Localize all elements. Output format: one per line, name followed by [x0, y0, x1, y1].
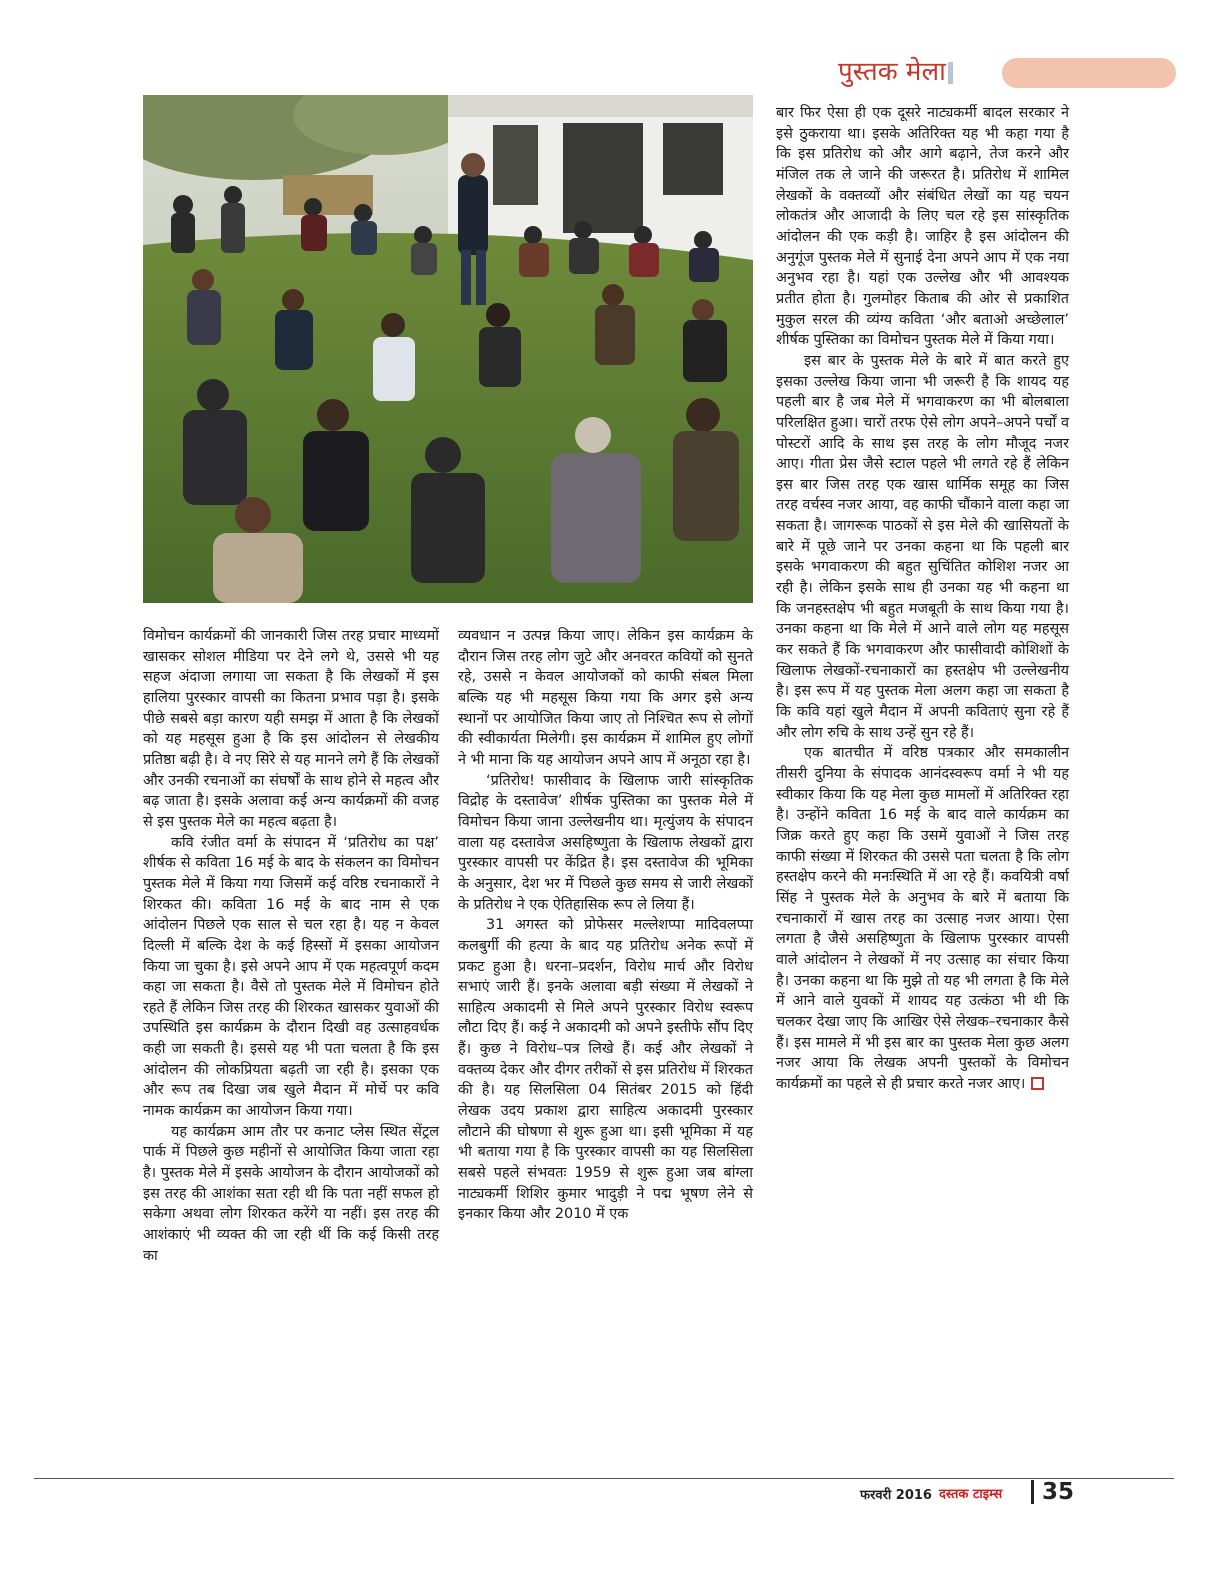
end-mark-icon — [1031, 1077, 1044, 1090]
paragraph: व्यवधान न उत्पन्न किया जाए। लेकिन इस कार्यक्रम के दौरान जिस तरह लोग जुटे और अनवरत कवियों को सुनते रहे, उससे न केवल आयोजकों को काफी संबल मिला बल्कि यह भी महसूस किया गया कि अगर इसे अन्य स्थानों पर आयोजित किया जाए तो निश्चित रूप से लोगों की स्वीकार्यता मिलेगी। इस कार्यक्रम में शामिल हुए लोगों ने भी माना कि यह आयोजन अपने आप में अनूठा रहा है। — [458, 628, 753, 768]
footer-divider — [34, 1478, 1174, 1479]
crowd-photo — [143, 95, 753, 603]
article-column-2 — [458, 626, 753, 1225]
paragraph: यह कार्यक्रम आम तौर पर कनाट प्लेस स्थित सेंट्रल पार्क में पिछले कुछ महीनों से आयोजित किया जाता रहा है। पुस्तक मेले में इसके आयोजन के दौरान आयोजकों को इस तरह की आशंका सता रही थी कि पता नहीं सफल हो सकेगा अथवा लोग शिरकत करेंगे या नहीं। इस तरह की आशंकाएं भी व्यक्त की जा रही थीं कि कई किसी तरह का — [143, 1123, 439, 1264]
footer-magazine-logo: दस्तक टाइम्स — [939, 1487, 1003, 1502]
paragraph: ‘प्रतिरोध! फासीवाद के खिलाफ जारी सांस्कृतिक विद्रोह के दस्तावेज’ शीर्षक पुस्तिका का पुस्तक मेले में विमोचन किया जाना उल्लेखनीय था। मृत्युंजय के संपादन वाला यह दस्तावेज असहिष्णुता के खिलाफ लेखकों द्वारा पुरस्कार वापसी पर केंद्रित है। इस दस्तावेज की भूमिका के अनुसार, देश भर में पिछले कुछ समय से जारी लेखकों के प्रतिरोध ने एक ऐतिहासिक रूप ले लिया हैं। — [458, 772, 753, 913]
paragraph: विमोचन कार्यक्रमों की जानकारी जिस तरह प्रचार माध्यमों खासकर सोशल मीडिया पर देने लगे थे, उससे भी यह सहज अंदाजा लगाया जा सकता है कि लेखकों में इस हालिया पुरस्कार वापसी का कितना प्रभाव पड़ा है। इसके पीछे सबसे बड़ा कारण यही समझ में आता है कि लेखकों को यह महसूस हुआ है कि इस आंदोलन से लेखकीय प्रतिष्ठा बढ़ी है। वे नए सिरे से यह मानने लगे हैं कि लेखकों और उनकी रचनाओं का संघर्षों के साथ होने से महत्व और बढ़ जाता है। इसके अलावा कई अन्य कार्यक्रमों की वजह से इस पुस्तक मेले का महत्व बढ़ता है। — [143, 628, 439, 830]
paragraph-text: एक बातचीत में वरिष्ठ पत्रकार और समकालीन तीसरी दुनिया के संपादक आनंदस्वरूप वर्मा ने भी यह स्वीकार किया कि यह मेला कुछ मामलों में अतिरिक्त रहा है। उन्होंने कविता 16 मई के बाद वाले कार्यक्रम का जिक्र करते हुए कहा कि उसमें युवाओं ने जिस तरह काफी संख्या में शिरकत की उससे पता चलता है कि लोग हस्तक्षेप करने की मनःस्थिति में आ रहे हैं। कवयित्री वर्षा सिंह ने पुस्तक मेले के अनुभव के बारे में बताया कि रचनाकारों में खास तरह का उत्साह नजर आया। ऐसा लगता है जैसे असहिष्णुता के खिलाफ पुरस्कार वापसी वाले आंदोलन ने लेखकों में नए उत्साह का संचार किया है। उनका कहना था कि मुझे तो यह भी लगता है कि मेले में आने वाले युवकों में शायद यह उत्कंठा भी थी कि चलकर देखा जाए कि आखिर ऐसे लेखक–रचनाकार कैसे हैं। इस मामले में भी इस बार का पुस्तक मेला कुछ अलग नजर आया कि लेखक अपनी पुस्तकों के विमोचन कार्यक्रमों का पहले से ही प्रचार करते नजर आए। — [776, 745, 1069, 1092]
article-column-3 — [776, 103, 1069, 1095]
paragraph: बार फिर ऐसा ही एक दूसरे नाट्यकर्मी बादल सरकार ने इसे ठुकराया था। इसके अतिरिक्त यह भी कहा गया है कि इस प्रतिरोध को और आगे बढ़ाने, तेज करने और मंजिल तक ले जाने की जरूरत है। प्रतिरोध में शामिल लेखकों के वक्तव्यों और संबंधित लेखों का यह चयन लोकतंत्र और आजादी के लिए चल रहे इस सांस्कृतिक आंदोलन की एक कड़ी है। जाहिर है इस आंदोलन की अनुगूंज पुस्तक मेले में सुनाई देना अपने आप में एक नया अनुभव रहा है। यहां एक उल्लेख और भी आवश्यक प्रतीत होता है। गुलमोहर किताब की ओर से प्रकाशित मुकुल सरल की व्यंग्य कविता ‘और बताओ अच्छेलाल’ शीर्षक पुस्तिका का विमोचन पुस्तक मेले में किया गया। — [776, 105, 1069, 349]
footer-separator — [1031, 1480, 1034, 1504]
paragraph-last — [776, 743, 1069, 1094]
section-title-divider — [948, 62, 953, 84]
article-photo — [143, 95, 753, 603]
paragraph: इस बार के पुस्तक मेले के बारे में बात करते हुए इसका उल्लेख किया जाना भी जरूरी है कि शायद यह पहली बार है जब मेले में भगवाकरण का भी बोलबाला परिलक्षित हुआ। चारों तरफ ऐसे लोग अपने–अपने पर्चों व पोस्टरों आदि के साथ इस तरह के लोग मौजूद नजर आए। गीता प्रेस जैसे स्टाल पहले भी लगते रहे हैं लेकिन इस बार जिस तरह एक खास धार्मिक समूह का जिस तरह वर्चस्व नजर आया, वह काफी चौंकाने वाला कहा जा सकता है। जागरूक पाठकों से इस मेले की खासियतों के बारे में पूछे जाने पर उनका कहना था कि पहली बार इसके भगवाकरण की बहुत सुचिंतित कोशिश नजर आ रही है। लेकिन इसके साथ ही उनका यह भी कहना था कि जनहस्तक्षेप भी बहुत मजबूती के साथ किया गया है। उनका कहना था कि मेले में आने वाले लोग यह महसूस कर सकते हैं कि भगवाकरण और फासीवादी कोशिशों के खिलाफ लेखकों-रचनाकारों का हस्तक्षेप भी उल्लेखनीय है। इस रूप में यह पुस्तक मेला अलग कहा जा सकता है कि कवि यहां खुले मैदान में अपनी कविताएं सुना रहे हैं और लोग रुचि के साथ उन्हें सुन रहे हैं। — [776, 352, 1069, 741]
paragraph: कवि रंजीत वर्मा के संपादन में ‘प्रतिरोध का पक्ष’ शीर्षक से कविता 16 मई के बाद के संकलन का विमोचन पुस्तक मेले में किया गया जिसमें कई वरिष्ठ रचनाकारों ने शिरकत की। कविता 16 मई के बाद नाम से एक आंदोलन पिछले एक साल से चल रहा है। यह न केवल दिल्ली में बल्कि देश के कई हिस्सों में इसका आयोजन किया जा चुका है। इसे अपने आप में एक महत्वपूर्ण कदम कहा जा सकता है। वैसे तो पुस्तक मेले में विमोचन होते रहते हैं लेकिन जिस तरह की शिरकत खासकर युवाओं की उपस्थिति इस कार्यक्रम के दौरान दिखी वह उत्साहवर्धक कही जा सकती है। इससे यह भी पता चलता है कि इस आंदोलन की लोकप्रियता बढ़ती जा रही है। इसका एक और रूप तब दिखा जब खुले मैदान में मोर्चे पर कवि नामक कार्यक्रम का आयोजन किया गया। — [143, 834, 439, 1120]
article-column-1 — [143, 626, 439, 1266]
footer-issue-date: फरवरी 2016 — [860, 1488, 932, 1503]
section-title: पुस्तक मेला — [838, 57, 946, 87]
page-number: 35 — [1042, 1479, 1075, 1505]
paragraph: 31 अगस्त को प्रोफेसर मल्लेशप्पा मादिवलप्पा कलबुर्गी की हत्या के बाद यह प्रतिरोध अनेक रूपों में प्रकट हुआ है। धरना–प्रदर्शन, विरोध मार्च और विरोध सभाएं जारी हैं। इनके अलावा बड़ी संख्या में लेखकों ने साहित्य अकादमी से मिले अपने पुरस्कार विरोध स्वरूप लौटा दिए हैं। कई ने अकादमी को अपने इस्तीफे सौंप दिए हैं। कुछ ने विरोध–पत्र लिखे हैं। कई और लेखकों ने वक्तव्य देकर और दीगर तरीकों से इस प्रतिरोध में शिरकत की है। यह सिलसिला 04 सितंबर 2015 को हिंदी लेखक उदय प्रकाश द्वारा साहित्य अकादमी पुरस्कार लौटाने की घोषणा से शुरू हुआ था। इसी भूमिका में यह भी बताया गया है कि पुरस्कार वापसी का यह सिलसिला सबसे पहले संभवतः 1959 से शुरू हुआ जब बांग्ला नाट्यकर्मी शिशिर कुमार भादुड़ी ने पद्म भूषण लेने से इनकार किया और 2010 में एक — [458, 917, 753, 1223]
section-header-pill — [1002, 58, 1176, 88]
